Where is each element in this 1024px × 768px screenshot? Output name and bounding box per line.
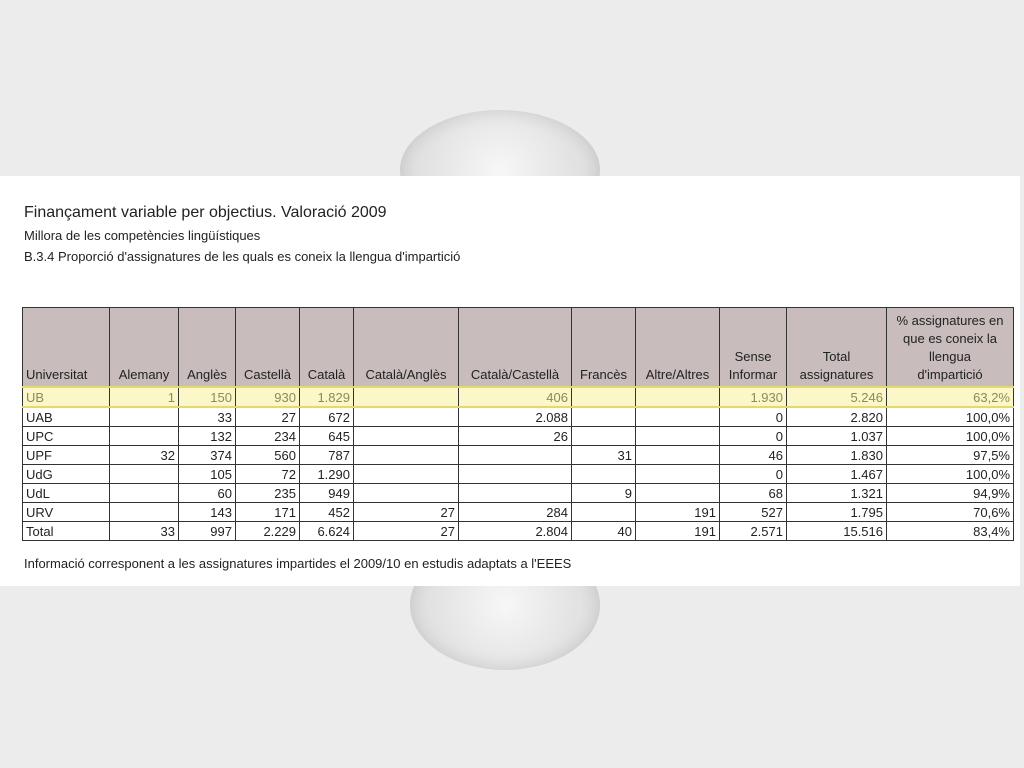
cell-name: UdG <box>23 465 110 484</box>
cell-sense: 46 <box>720 446 787 465</box>
cell-alemany: 1 <box>110 387 179 407</box>
cell-name: Total <box>23 522 110 541</box>
cell-catala-angles: 27 <box>354 503 459 522</box>
table-row-total <box>23 522 1014 541</box>
cell-angles: 143 <box>179 503 236 522</box>
cell-catala-angles <box>354 465 459 484</box>
cell-castella: 72 <box>236 465 300 484</box>
cell-castella: 930 <box>236 387 300 407</box>
cell-pct: 94,9% <box>887 484 1014 503</box>
cell-name: UPF <box>23 446 110 465</box>
header-altres: Altre/Altres <box>636 308 720 388</box>
table-row-upc <box>23 427 1014 446</box>
cell-altres <box>636 427 720 446</box>
cell-total: 1.830 <box>787 446 887 465</box>
cell-castella: 171 <box>236 503 300 522</box>
header-sense-informar: Sense Informar <box>720 308 787 388</box>
cell-alemany <box>110 465 179 484</box>
cell-angles: 374 <box>179 446 236 465</box>
cell-catala: 787 <box>300 446 354 465</box>
cell-sense: 527 <box>720 503 787 522</box>
cell-total: 5.246 <box>787 387 887 407</box>
cell-frances: 40 <box>572 522 636 541</box>
cell-catala-angles: 27 <box>354 522 459 541</box>
cell-altres <box>636 465 720 484</box>
cell-angles: 132 <box>179 427 236 446</box>
table-row-ub <box>23 387 1014 407</box>
table-row-udl <box>23 484 1014 503</box>
header-catala-angles: Català/Anglès <box>354 308 459 388</box>
cell-angles: 997 <box>179 522 236 541</box>
cell-frances <box>572 407 636 427</box>
cell-pct: 63,2% <box>887 387 1014 407</box>
cell-name: UdL <box>23 484 110 503</box>
cell-alemany: 33 <box>110 522 179 541</box>
header-catala: Català <box>300 308 354 388</box>
table-row-udg <box>23 465 1014 484</box>
cell-alemany <box>110 407 179 427</box>
cell-catala-castella: 2.804 <box>459 522 572 541</box>
cell-catala-castella: 284 <box>459 503 572 522</box>
cell-catala-angles <box>354 387 459 407</box>
cell-pct: 83,4% <box>887 522 1014 541</box>
cell-name: UAB <box>23 407 110 427</box>
cell-frances: 9 <box>572 484 636 503</box>
cell-frances <box>572 465 636 484</box>
cell-castella: 234 <box>236 427 300 446</box>
cell-altres: 191 <box>636 503 720 522</box>
header-castella: Castellà <box>236 308 300 388</box>
cell-frances <box>572 387 636 407</box>
cell-catala-castella: 26 <box>459 427 572 446</box>
cell-total: 2.820 <box>787 407 887 427</box>
header-frances: Francès <box>572 308 636 388</box>
cell-altres: 191 <box>636 522 720 541</box>
cell-catala-castella: 406 <box>459 387 572 407</box>
cell-altres <box>636 407 720 427</box>
cell-catala-castella: 2.088 <box>459 407 572 427</box>
cell-total: 1.321 <box>787 484 887 503</box>
cell-alemany <box>110 427 179 446</box>
cell-catala: 1.290 <box>300 465 354 484</box>
cell-frances <box>572 427 636 446</box>
cell-altres <box>636 484 720 503</box>
cell-total: 15.516 <box>787 522 887 541</box>
cell-frances: 31 <box>572 446 636 465</box>
cell-pct: 100,0% <box>887 427 1014 446</box>
cell-sense: 0 <box>720 465 787 484</box>
cell-castella: 27 <box>236 407 300 427</box>
header-percentatge: % assignatures en que es coneix la llengua d'impartició <box>887 308 1014 388</box>
language-table <box>22 307 1014 541</box>
cell-catala: 452 <box>300 503 354 522</box>
table-row-urv <box>23 503 1014 522</box>
cell-catala: 672 <box>300 407 354 427</box>
document-subtitle: Millora de les competències lingüístiques <box>24 228 261 243</box>
header-alemany: Alemany <box>110 308 179 388</box>
header-angles: Anglès <box>179 308 236 388</box>
cell-sense: 2.571 <box>720 522 787 541</box>
cell-catala-castella <box>459 446 572 465</box>
cell-catala-castella <box>459 465 572 484</box>
cell-sense: 1.930 <box>720 387 787 407</box>
cell-alemany <box>110 484 179 503</box>
cell-catala-angles <box>354 446 459 465</box>
cell-catala-angles <box>354 407 459 427</box>
cell-catala-castella <box>459 484 572 503</box>
cell-total: 1.795 <box>787 503 887 522</box>
header-catala-castella: Català/Castellà <box>459 308 572 388</box>
cell-sense: 68 <box>720 484 787 503</box>
cell-catala: 645 <box>300 427 354 446</box>
cell-catala-angles <box>354 427 459 446</box>
cell-alemany: 32 <box>110 446 179 465</box>
section-title: B.3.4 Proporció d'assignatures de les quals es coneix la llengua d'impartició <box>24 249 461 264</box>
cell-alemany <box>110 503 179 522</box>
cell-angles: 33 <box>179 407 236 427</box>
table-row-uab <box>23 407 1014 427</box>
cell-catala: 6.624 <box>300 522 354 541</box>
cell-castella: 560 <box>236 446 300 465</box>
cell-pct: 97,5% <box>887 446 1014 465</box>
cell-name: UPC <box>23 427 110 446</box>
cell-total: 1.037 <box>787 427 887 446</box>
cell-altres <box>636 446 720 465</box>
cell-frances <box>572 503 636 522</box>
cell-castella: 235 <box>236 484 300 503</box>
cell-total: 1.467 <box>787 465 887 484</box>
table-row-upf <box>23 446 1014 465</box>
cell-pct: 70,6% <box>887 503 1014 522</box>
cell-castella: 2.229 <box>236 522 300 541</box>
cell-pct: 100,0% <box>887 407 1014 427</box>
cell-sense: 0 <box>720 407 787 427</box>
table-header-row <box>23 308 1014 388</box>
document-panel <box>0 176 1020 586</box>
header-total-assignatures: Total assignatures <box>787 308 887 388</box>
footnote: Informació corresponent a les assignatures impartides el 2009/10 en estudis adaptats a l'EEES <box>24 556 572 571</box>
cell-catala: 1.829 <box>300 387 354 407</box>
document-title: Finançament variable per objectius. Valoració 2009 <box>24 204 387 221</box>
cell-name: URV <box>23 503 110 522</box>
cell-altres <box>636 387 720 407</box>
cell-angles: 60 <box>179 484 236 503</box>
cell-catala: 949 <box>300 484 354 503</box>
cell-angles: 150 <box>179 387 236 407</box>
cell-pct: 100,0% <box>887 465 1014 484</box>
cell-name: UB <box>23 387 110 407</box>
cell-angles: 105 <box>179 465 236 484</box>
cell-catala-angles <box>354 484 459 503</box>
cell-sense: 0 <box>720 427 787 446</box>
header-universitat: Universitat <box>23 308 110 388</box>
